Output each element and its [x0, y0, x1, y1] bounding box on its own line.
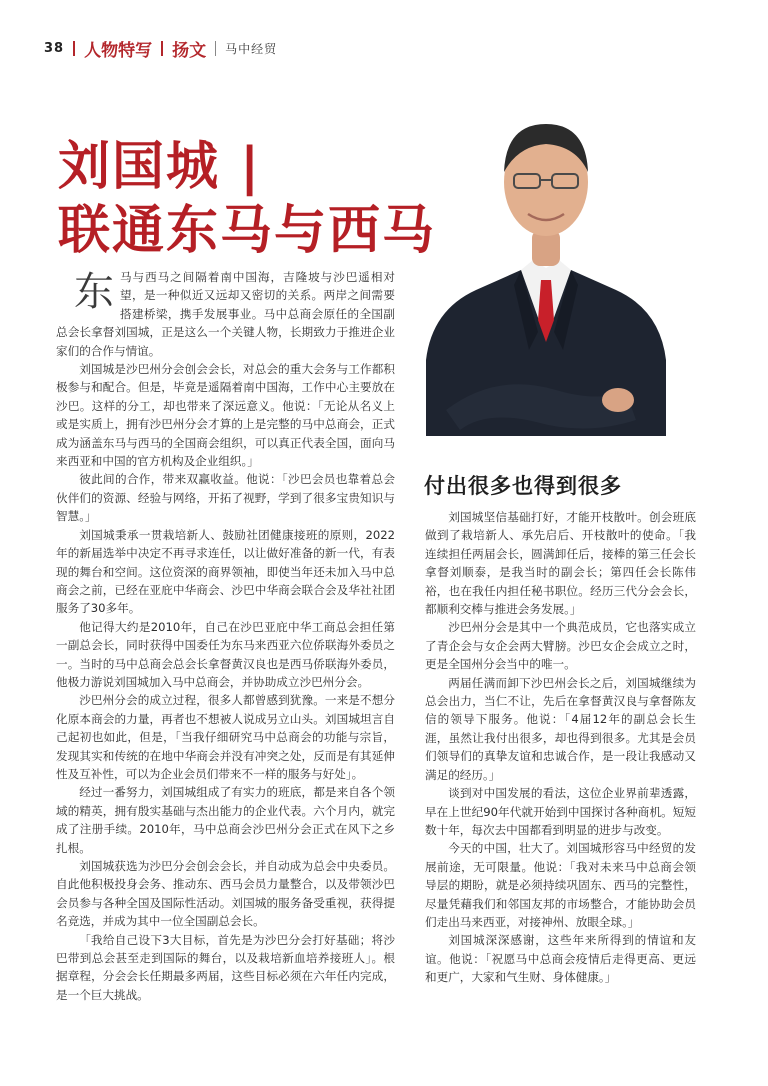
body-paragraph: 经过一番努力，刘国城组成了有实力的班底，都是来自各个领域的精英，拥有殷实基础与杰出能力的企业代表。六个月内，就完成了注册手续。2010年，马中总商会沙巴州分会正式在风下之乡扎根。: [56, 785, 395, 855]
publication-name: 马中经贸: [225, 41, 278, 56]
body-paragraph: 刘国城坚信基础打好，才能开枝散叶。创会班底做到了栽培新人、承先启后、开枝散叶的使命。「我连续担任两届会长，圆满卸任后，接棒的第三任会长拿督刘顺泰，是我当时的副会长；第四任会长陈伟裕，也在我任内担任秘书职位。经历三代分会会长，都顺利交棒与推进会务发展。」: [425, 510, 696, 617]
page-header: [44, 37, 277, 59]
body-paragraph: 「我给自己设下3大目标，首先是为沙巴分会打好基础；将沙巴带到总会甚至走到国际的舞台，以及栽培新血培养接班人」。根据章程，分会会长任期最多两届，这些目标必须在六年任内完成，是一个巨大挑战。: [56, 932, 395, 1002]
article-body-left: [56, 268, 395, 1004]
body-paragraph: 刘国城获选为沙巴分会创会会长，并自动成为总会中央委员。自此他积极投身会务、推动东、西马会员力量整合，以及带领沙巴会员参与各种全国及国际性活动。刘国城的服务备受重视，获得提名竞选，并成为其中一位全国副总会长。: [56, 859, 395, 929]
section-subheading: 付出很多也得到很多: [424, 474, 622, 498]
header-divider: [161, 41, 163, 56]
article-title-line1: 刘国城 |: [58, 137, 262, 197]
article-title-line2: 联通东马与西马: [58, 201, 437, 261]
section-label: 人物特写: [84, 40, 153, 61]
drop-cap: 东: [74, 269, 114, 315]
body-paragraph: 马与西马之间隔着南中国海，吉隆坡与沙巴遥相对望，是一种似近又远却又密切的关系。两岸之间需要搭建桥梁，携手发展事业。马中总商会原任的全国副总会长拿督刘国城，正是这么一个关键人物，长期致力于推进企业家们的合作与情谊。: [56, 270, 395, 358]
body-paragraph: 两届任满而卸下沙巴州会长之后，刘国城继续为总会出力，当仁不让，先后在拿督黄汉良与拿督陈友信的领导下服务。他说：「4届12年的副总会长生涯，虽然让我付出很多，却也得到很多。尤其是会员们领导们的真挚友谊和忠诚合作，是一段让我感动又满足的经历。」: [425, 675, 696, 782]
body-paragraph: 沙巴州分会的成立过程，很多人都曾感到犹豫。一来是不想分化原本商会的力量，再者也不想被人说成另立山头。刘国城坦言自己起初也如此，但是，「当我仔细研究马中总商会的功能与宗旨，发现其实和传统的在地中华商会并没有冲突之处，反而是有其延伸性及互补性，可以为企业会员们带来不一样的服务与好处」。: [56, 693, 395, 781]
body-paragraph: 他记得大约是2010年，自己在沙巴亚庇中华工商总会担任第一副总会长，同时获得中国委任为东马来西亚六位侨联海外委员之一。当时的马中总商会总会长拿督黄汉良也是西马侨联海外委员，他极力游说刘国城加入马中总商会，并协助成立沙巴州分会。: [56, 619, 395, 689]
body-paragraph: 沙巴州分会是其中一个典范成员，它也落实成立了青企会与女企会两大臂膀。沙巴女企会成立之时，更是全国州分会当中的唯一。: [425, 620, 696, 672]
body-paragraph: 今天的中国，壮大了。刘国城形容马中经贸的发展前途，无可限量。他说：「我对未来马中总商会领导层的期盼，就是必须持续巩固东、西马的完整性，尽量凭藉我们和邻国友邦的市场整合，才能协助会员们走出马来西亚，对接神州、放眼全球。」: [425, 841, 696, 929]
body-paragraph: 谈到对中国发展的看法，这位企业界前辈透露，早在上世纪90年代就开始到中国探讨各种商机。短短数十年，每次去中国都看到明显的进步与改变。: [425, 786, 696, 837]
body-paragraph: 刘国城深深感谢，这些年来所得到的情谊和友谊。他说：「祝愿马中总商会疫情后走得更高、更远和更广，大家和气生财、身体健康。」: [425, 933, 696, 985]
subsection-label: 扬文: [172, 40, 207, 61]
article-body-right: [425, 508, 696, 987]
header-divider: [215, 41, 216, 56]
portrait-figure: [426, 124, 666, 436]
body-paragraph: 彼此间的合作，带来双赢收益。他说：「沙巴会员也靠着总会伙伴们的资源、经验与网络，开拓了视野，学到了很多宝贵知识与智慧。」: [56, 472, 395, 524]
header-divider: [73, 41, 75, 56]
body-paragraph: 刘国城秉承一贯栽培新人、鼓励社团健康接班的原则，2022年的新届选举中决定不再寻求连任，以让做好准备的新一代，有表现的舞台和空间。这位资深的商界领袖，即使当年还未加入马中总商会之前，已经在亚庇中华商会、沙巴中华商会联合会及华社社团服务了30多年。: [56, 527, 395, 616]
body-paragraph: 刘国城是沙巴州分会创会会长，对总会的重大会务与工作都积极参与和配合。但是，毕竟是遥隔着南中国海，工作中心主要放在沙巴。这样的分工，却也带来了深远意义。他说：「无论从名义上或是实质上，拥有沙巴州分会才算的上是完整的马中总商会，正式成为涵盖东马与西马的全国商会组织，可以真正代表全国，面向马来西亚和中国的官方机构及企业组织。」: [56, 362, 395, 469]
portrait-photo: [426, 110, 666, 436]
page-number: 38: [44, 40, 65, 56]
